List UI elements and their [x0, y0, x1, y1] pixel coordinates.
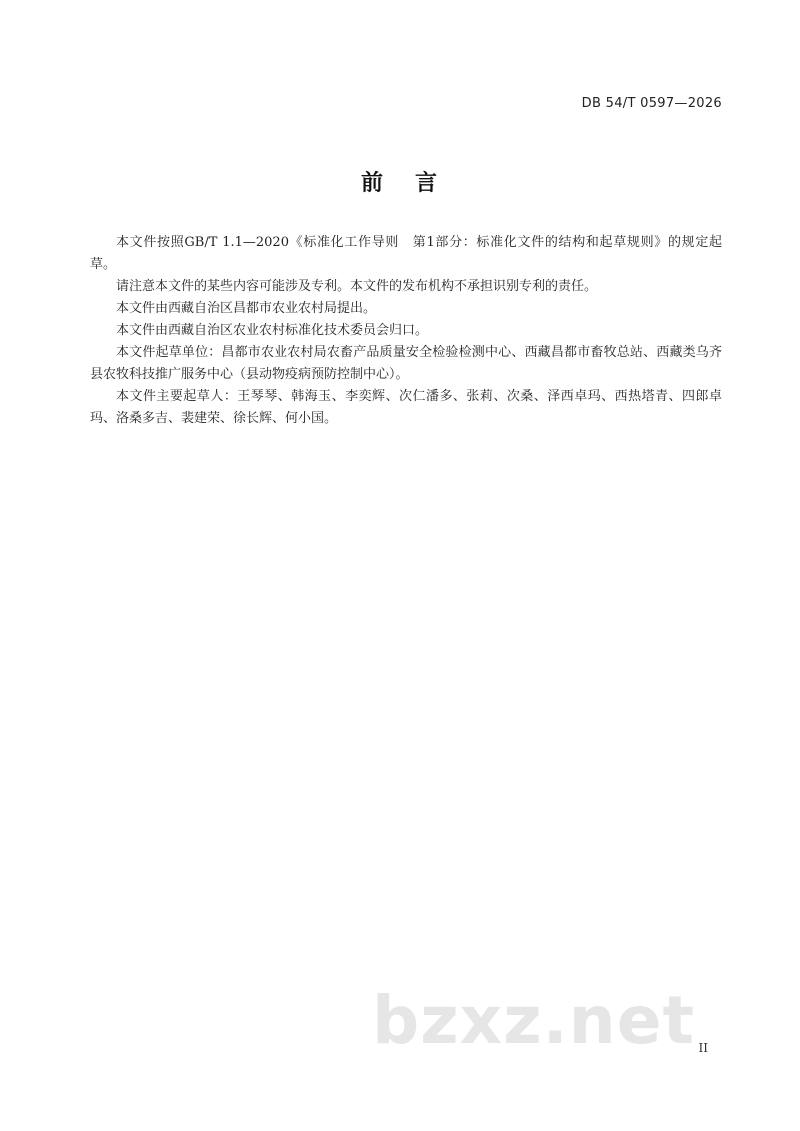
title-char-2: 言: [415, 171, 440, 196]
document-code: DB 54/T 0597—2026: [581, 96, 722, 111]
watermark-logo: bzxz.net: [372, 982, 696, 1059]
paragraph-drafters: 本文件主要起草人：王琴琴、韩海玉、李奕辉、次仁潘多、张莉、次桑、泽西卓玛、西热塔青、四郎卓玛、洛桑多吉、裴建荣、徐长辉、何小国。: [90, 389, 722, 426]
paragraph-administered-by: 本文件由西藏自治区农业农村标准化技术委员会归口。: [116, 323, 429, 338]
foreword-body: [90, 232, 722, 430]
title-char-1: 前: [360, 171, 385, 196]
paragraph-drafting-basis: 本文件按照GB/T 1.1—2020《标准化工作导则 第1部分：标准化文件的结构和起草规则》的规定起草。: [90, 235, 722, 272]
paragraph-proposed-by: 本文件由西藏自治区昌都市农业农村局提出。: [116, 301, 377, 316]
page-title: [0, 166, 800, 197]
paragraph-drafting-units: 本文件起草单位：昌都市农业农村局农畜产品质量安全检验检测中心、西藏昌都市畜牧总站、西藏类乌齐县农牧科技推广服务中心（县动物疫病预防控制中心）。: [90, 345, 722, 382]
paragraph-patent-notice: 请注意本文件的某些内容可能涉及专利。本文件的发布机构不承担识别专利的责任。: [116, 279, 598, 294]
page-number: II: [698, 1041, 708, 1055]
